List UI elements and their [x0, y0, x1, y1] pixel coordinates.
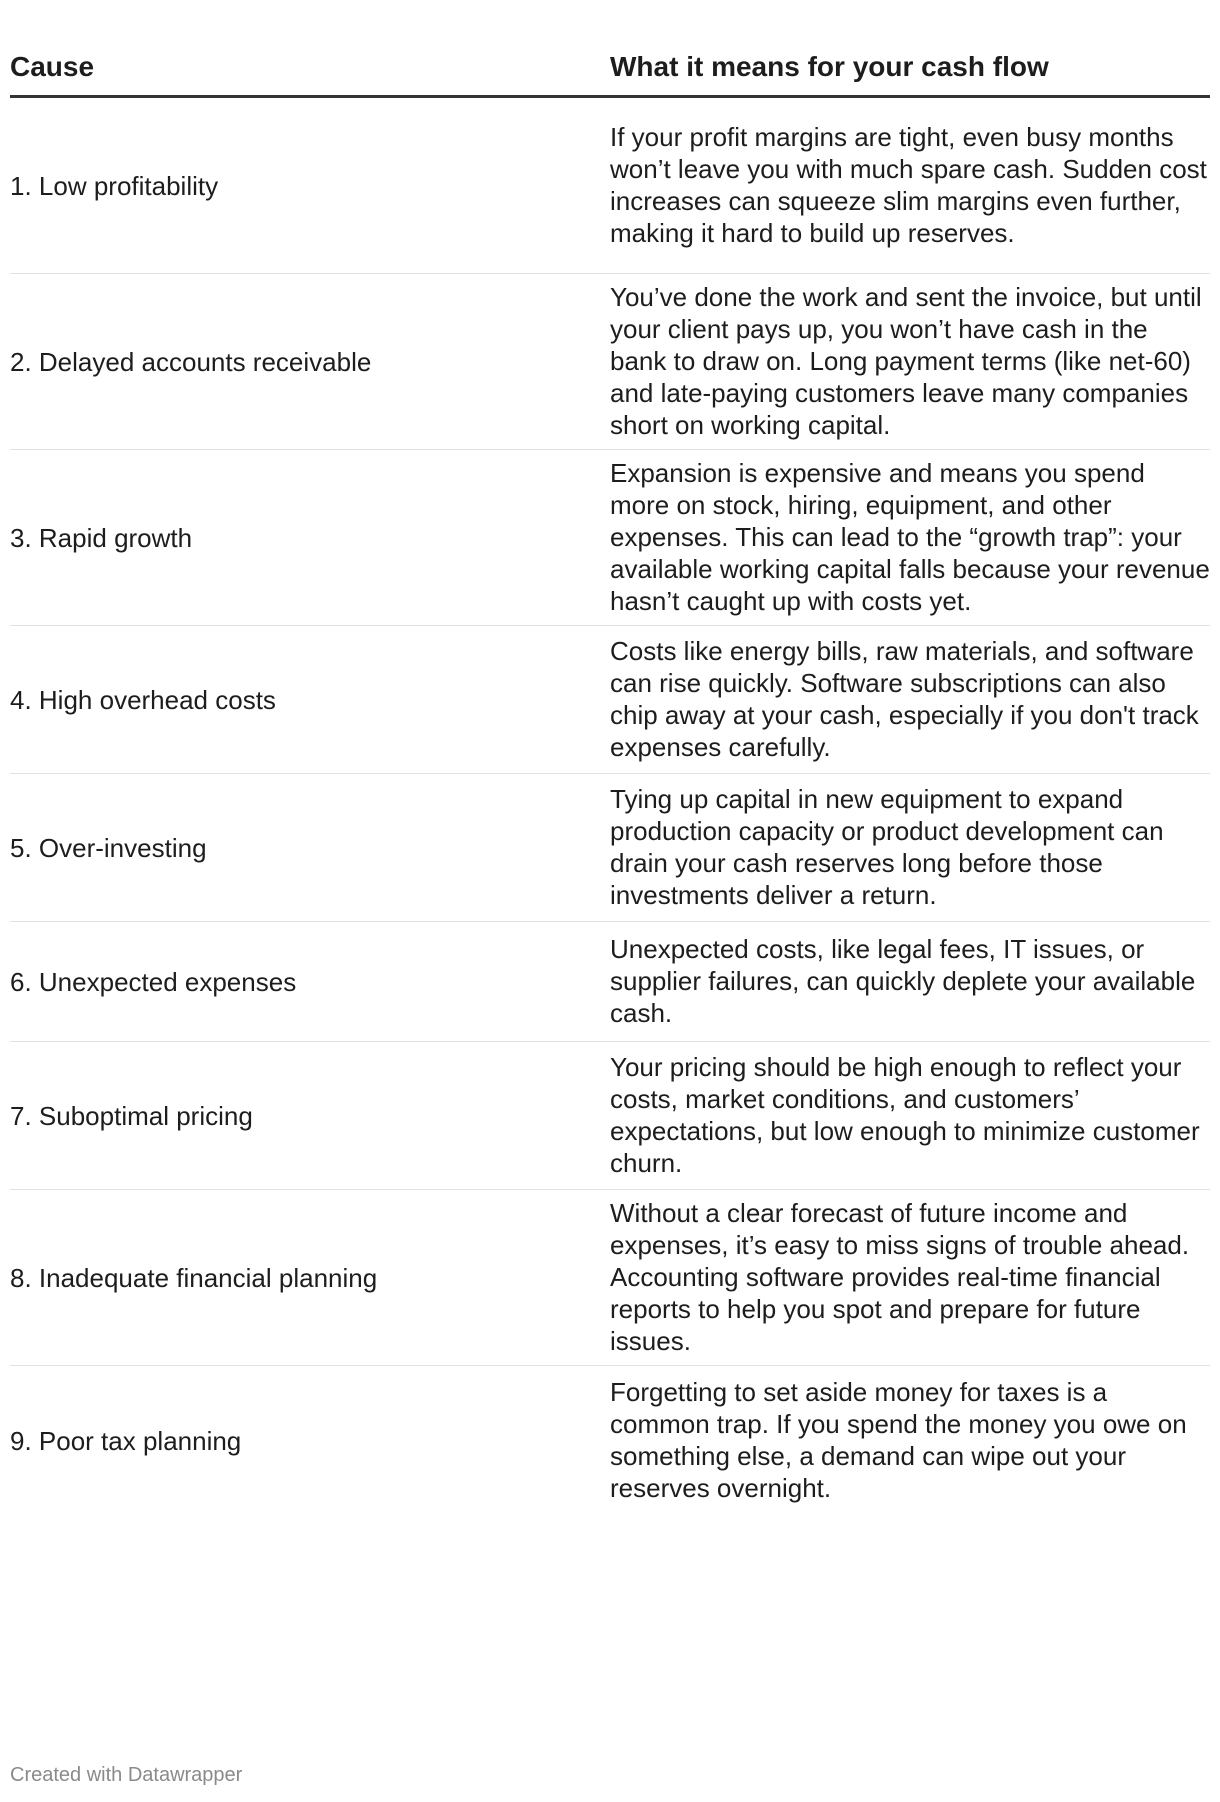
means-cell: Costs like energy bills, raw materials, and software can rise quickly. Software subscriptions can also chip away at your cash, especially if you don't track expenses carefully.: [610, 635, 1199, 762]
header-means: What it means for your cash flow: [610, 50, 1049, 82]
table-row: [10, 626, 1210, 774]
means-cell: Without a clear forecast of future income and expenses, it’s easy to miss signs of trouble ahead. Accounting software provides real-time financial reports to help you spot and prepare for future issues.: [610, 1197, 1190, 1356]
table-row: [10, 450, 1210, 626]
datawrapper-credit: Created with Datawrapper: [10, 1764, 243, 1786]
means-cell: If your profit margins are tight, even busy months won’t leave you with much spare cash. Sudden cost increases can squeeze slim margins even further, making it hard to build up reserves.: [610, 121, 1207, 248]
means-cell: Your pricing should be high enough to reflect your costs, market conditions, and customers’ expectations, but low enough to minimize customer churn.: [610, 1051, 1200, 1178]
table-row: [10, 1042, 1210, 1190]
cause-cell: 1. Low profitability: [10, 170, 219, 201]
cause-cell: 3. Rapid growth: [10, 522, 193, 553]
cause-cell: 2. Delayed accounts receivable: [10, 346, 372, 377]
table-row: [10, 1190, 1210, 1366]
table-row: [10, 922, 1210, 1042]
header-cause: Cause: [10, 50, 95, 82]
table-header-row: [10, 38, 1210, 98]
table-row: [10, 274, 1210, 450]
means-cell: Unexpected costs, like legal fees, IT issues, or supplier failures, can quickly deplete your available cash.: [610, 933, 1196, 1028]
means-cell: Expansion is expensive and means you spend more on stock, hiring, equipment, and other expenses. This can lead to the “growth trap”: your available working capital falls because your revenue hasn’t caught up with costs yet.: [610, 457, 1210, 616]
cash-flow-table: [10, 38, 1210, 1516]
cause-cell: 8. Inadequate financial planning: [10, 1262, 378, 1293]
cause-cell: 9. Poor tax planning: [10, 1426, 242, 1456]
cause-cell: 7. Suboptimal pricing: [10, 1100, 253, 1131]
means-cell: You’ve done the work and sent the invoice, but until your client pays up, you won’t have cash in the bank to draw on. Long payment terms (like net-60) and late-paying customers leave many companies short on working capital.: [610, 281, 1202, 440]
table-row: [10, 774, 1210, 922]
table-row: [10, 1366, 1210, 1516]
cause-cell: 4. High overhead costs: [10, 684, 276, 715]
cause-cell: 5. Over-investing: [10, 832, 207, 863]
means-cell: Tying up capital in new equipment to expand production capacity or product development can drain your cash reserves long before those investments deliver a return.: [610, 783, 1164, 910]
cause-cell: 6. Unexpected expenses: [10, 966, 297, 997]
means-cell: Forgetting to set aside money for taxes is a common trap. If you spend the money you owe on something else, a demand can wipe out your reserves overnight.: [610, 1377, 1187, 1503]
table-row: [10, 98, 1210, 274]
